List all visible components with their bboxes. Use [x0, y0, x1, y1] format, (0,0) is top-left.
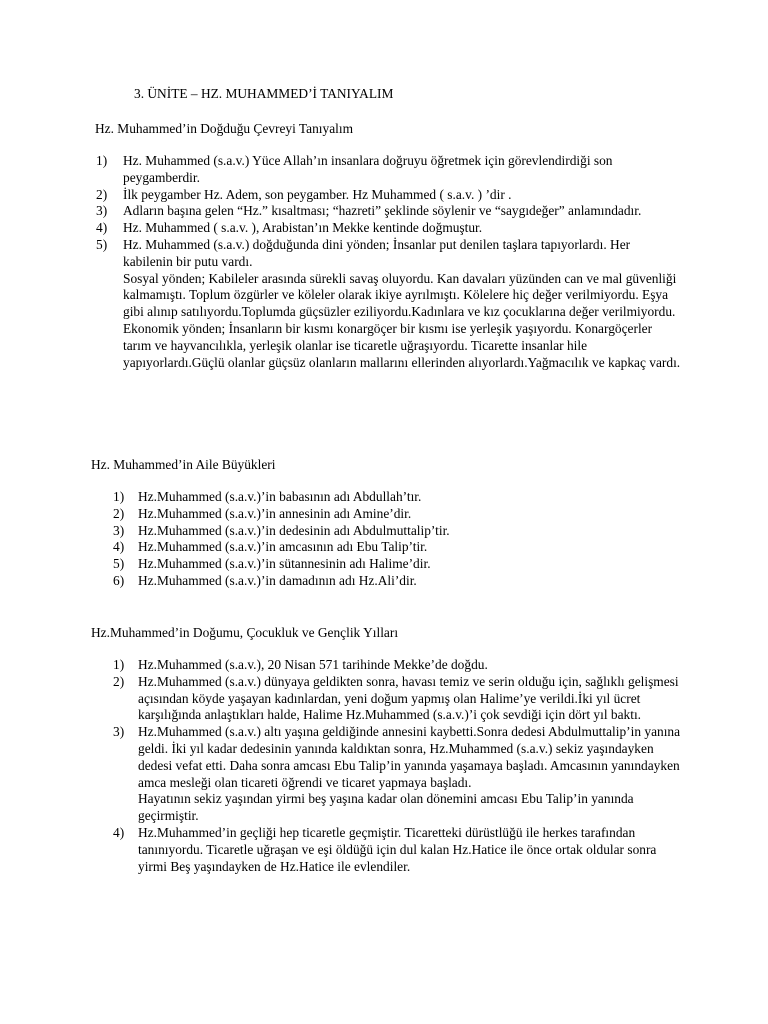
list-item-text: Ekonomik yönden; İnsanların bir kısmı konargöçer bir kısmı ise yerleşik yaşıyordu. Konargöçerler tarım ve hayvancılıkla, yerleşik olanlar ise ticaretle uğraşıyordu. Ticarette insanlar hile yapıyorlardı.Güçlü olanlar güçsüz olanların mallarını ellerinden alıyorlardı.Yağmacılık ve kapkaç vardı.	[123, 320, 681, 370]
list-item-text: Hz.Muhammed (s.a.v.)’in annesinin adı Amine’dir.	[138, 505, 412, 521]
list-item-text: Hz. Muhammed ( s.a.v. ), Arabistan’ın Mekke kentinde doğmuştur.	[123, 220, 483, 236]
list-item-number: 1)	[113, 657, 125, 672]
list-item-number: 4)	[96, 220, 108, 236]
document-title: 3. ÜNİTE – HZ. MUHAMMED’İ TANIYALIM	[134, 86, 394, 101]
list-item	[96, 220, 683, 237]
list-item-text: Hz. Muhammed (s.a.v.) doğduğunda dini yönden; İnsanlar put denilen taşlara tapıyorlardı. Her kabilenin bir putu vardı.	[123, 236, 631, 269]
list-item-number: 3)	[113, 522, 125, 538]
list-item	[96, 203, 683, 220]
list-item-number: 4)	[113, 539, 125, 555]
list-item-text: Hayatının sekiz yaşından yirmi beş yaşına kadar olan dönemini amcası Ebu Talip’in yanında geçirmiştir.	[138, 791, 634, 824]
list-item-number: 2)	[96, 186, 108, 202]
list-item-text: Hz.Muhammed (s.a.v.)’in amcasının adı Ebu Talip’tir.	[138, 539, 428, 555]
list-item-text: Hz.Muhammed (s.a.v.) dünyaya geldikten sonra, havası temiz ve serin olduğu için, sağlıklı gelişmesi açısından köyde yaşayan kadınlardan, yeni doğum yapmış olan Halime’ye verildi.İki yıl ücret karşılığında anlaştıkları halde, Halime Hz.Muhammed (s.a.v.)’i çok sevdiği için dört yıl baktı.	[138, 673, 679, 723]
list-item-text: Hz.Muhammed (s.a.v.)’in damadının adı Hz.Ali’dir.	[138, 572, 417, 588]
list-item-number: 3)	[96, 203, 108, 219]
list-item-number: 2)	[113, 673, 125, 689]
list-item	[96, 153, 683, 187]
list-item-number: 1)	[96, 153, 108, 168]
list-item	[113, 673, 683, 724]
list-item	[113, 539, 698, 556]
list-item	[113, 522, 698, 540]
list-item	[113, 572, 698, 590]
list-item	[113, 505, 698, 523]
list-item-text: İlk peygamber Hz. Adem, son peygamber. Hz Muhammed ( s.a.v. ) ’dir .	[123, 186, 512, 202]
list-item	[96, 186, 683, 204]
list-item	[113, 724, 683, 825]
list-item-number: 3)	[113, 724, 125, 740]
section-heading-family-elders: Hz. Muhammed’in Aile Büyükleri	[91, 457, 276, 472]
list-item-text: Hz.Muhammed (s.a.v.)’in dedesinin adı Abdulmuttalip’tir.	[138, 522, 450, 538]
list-item	[96, 236, 683, 371]
list-item-text: Hz.Muhammed (s.a.v.) altı yaşına geldiğinde annesini kaybetti.Sonra dedesi Abdulmuttalip’in yanına geldi. İki yıl kadar dedesinin yanında kaldıktan sonra, Hz.Muhammed (s.a.v.) sekiz yaşındayken dedesi vefat etti. Daha sonra amcası Ebu Talip’in yanında yaşamaya başladı. Amcasının yanındayken amca mesleği olan ticareti öğrendi ve ticaret yapmaya başladı.	[138, 724, 681, 790]
birth-environment-list	[96, 153, 683, 371]
list-item	[113, 824, 683, 875]
family-elders-list	[113, 489, 698, 590]
section-heading-childhood-youth: Hz.Muhammed’in Doğumu, Çocukluk ve Gençlik Yılları	[91, 625, 399, 640]
childhood-youth-list	[113, 657, 683, 875]
list-item-number: 4)	[113, 824, 125, 840]
list-item	[113, 657, 683, 674]
list-item-text: Hz.Muhammed (s.a.v.), 20 Nisan 571 tarihinde Mekke’de doğdu.	[138, 657, 488, 672]
list-item-number: 2)	[113, 505, 125, 521]
list-item-text: Hz.Muhammed (s.a.v.)’in sütannesinin adı Halime’dir.	[138, 556, 431, 572]
section-heading-birth-environment: Hz. Muhammed’in Doğduğu Çevreyi Tanıyalım	[95, 121, 354, 136]
list-item-text: Hz. Muhammed (s.a.v.) Yüce Allah’ın insanlara doğruyu öğretmek için görevlendirdiği son peygamberdir.	[123, 153, 613, 185]
list-item-text: Hz.Muhammed’in geçliği hep ticaretle geçmiştir. Ticaretteki dürüstlüğü ile herkes tarafından tanınıyordu. Ticaretle uğraşan ve eşi öldüğü için dul kalan Hz.Hatice ile önce ortak oldular sonra yirmi Beş yaşındayken de Hz.Hatice ile evlendiler.	[138, 824, 657, 874]
list-item-text: Adların başına gelen “Hz.” kısaltması; “hazreti” şeklinde söylenir ve “saygıdeğer” anlamındadır.	[123, 203, 642, 219]
list-item-number: 5)	[113, 556, 125, 572]
list-item-number: 1)	[113, 489, 125, 504]
list-item-number: 6)	[113, 572, 125, 588]
list-item-number: 5)	[96, 236, 108, 252]
list-item	[113, 556, 698, 573]
list-item-text: Hz.Muhammed (s.a.v.)’in babasının adı Abdullah’tır.	[138, 489, 422, 504]
list-item-text: Sosyal yönden; Kabileler arasında sürekli savaş oluyordu. Kan davaları yüzünden can ve mal güvenliği kalmamıştı. Toplum özgürler ve köleler olarak ikiye ayrılmıştı. Kölelere hiç değer verilmiyordu. Eşya gibi alınıp satılıyordu.Toplumda güçsüzler eziliyordu.Kadınlara ve kız çocuklarına değer verilmiyordu.	[123, 270, 677, 320]
list-item	[113, 489, 698, 506]
